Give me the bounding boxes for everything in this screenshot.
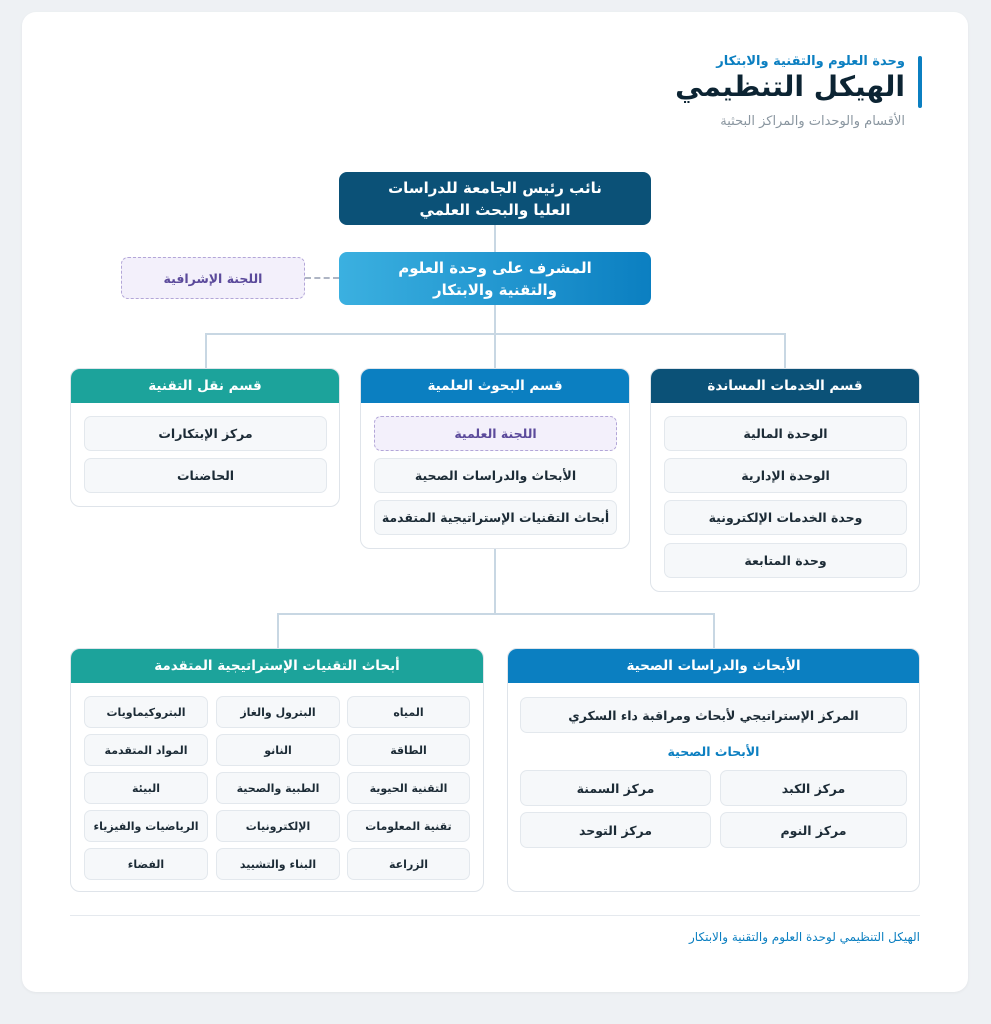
tech-label: المياه — [393, 705, 424, 719]
connector — [205, 333, 207, 369]
connector — [713, 613, 715, 649]
tech-item — [216, 810, 340, 842]
center-item — [720, 770, 907, 806]
dept-title: قسم الخدمات المساندة — [707, 378, 863, 394]
supervisory-committee-label: اللجنة الإشرافية — [163, 270, 263, 286]
dept-title: قسم البحوث العلمية — [427, 378, 563, 394]
tech-label: الزراعة — [388, 857, 429, 871]
tech-label: البتروكيماويات — [106, 705, 186, 719]
unit-item — [664, 543, 907, 578]
tech-item — [347, 810, 470, 842]
tech-label: التقنية الحيوية — [369, 781, 448, 795]
tech-item — [84, 734, 208, 766]
connector — [277, 613, 279, 649]
dept-technology-transfer-header — [71, 369, 339, 403]
tech-label: البيئة — [131, 781, 161, 795]
tech-label: الفضاء — [127, 857, 165, 871]
tech-label: الطبية والصحية — [236, 781, 320, 795]
connector — [494, 548, 496, 614]
center-label: مركز السمنة — [576, 780, 655, 796]
center-item — [520, 812, 711, 848]
dept-title: قسم نقل التقنية — [148, 378, 262, 394]
center-item — [720, 812, 907, 848]
unit-label: اللجنة العلمية — [454, 426, 537, 441]
tech-label: الطاقة — [390, 743, 427, 757]
connector — [494, 333, 496, 369]
header-accent-bar — [918, 56, 922, 108]
unit-label: الوحدة المالية — [743, 426, 828, 441]
supervisory-committee — [121, 257, 305, 299]
strategic-center-item — [520, 697, 907, 733]
tech-item — [84, 848, 208, 880]
connector — [277, 613, 715, 615]
unit-item — [84, 458, 327, 493]
tech-item — [84, 772, 208, 804]
center-label: المركز الإستراتيجي لأبحاث ومراقبة داء السكري — [568, 707, 859, 723]
connector — [494, 304, 496, 334]
health-sub-label: الأبحاث الصحية — [667, 744, 760, 759]
section-title: أبحاث التقنيات الإستراتيجية المتقدمة — [154, 658, 400, 674]
tech-label: البترول والغاز — [240, 705, 316, 719]
tech-label: الرياضيات والفيزياء — [93, 819, 199, 833]
section-title: الأبحاث والدراسات الصحية — [626, 658, 801, 674]
footer-divider — [70, 915, 920, 916]
dept-support-services-header — [651, 369, 919, 403]
tech-label: تقنية المعلومات — [365, 819, 452, 833]
tech-item — [84, 696, 208, 728]
tech-label: البناء والتشييد — [239, 857, 317, 871]
unit-label: الأبحاث والدراسات الصحية — [414, 468, 577, 483]
health-research-header — [508, 649, 919, 683]
tech-item — [216, 696, 340, 728]
tech-item — [84, 810, 208, 842]
tech-item — [216, 848, 340, 880]
center-item — [520, 770, 711, 806]
unit-item — [664, 458, 907, 493]
unit-label: أبحاث التقنيات الإستراتيجية المتقدمة — [381, 510, 610, 525]
tech-label: النانو — [264, 743, 292, 757]
tech-label: المواد المتقدمة — [104, 743, 188, 757]
unit-label: الحاضنات — [176, 468, 235, 483]
center-label: مركز التوحد — [578, 822, 653, 838]
tech-item — [347, 848, 470, 880]
header-description: الأقسام والوحدات والمراكز البحثية — [720, 114, 905, 129]
footer-caption: الهيكل التنظيمي لوحدة العلوم والتقنية والابتكار — [689, 930, 920, 944]
connector — [494, 225, 496, 252]
header-subtitle: وحدة العلوم والتقنية والابتكار — [716, 54, 905, 69]
unit-item — [374, 458, 617, 493]
center-label: مركز الكبد — [781, 780, 846, 796]
vp-box — [339, 172, 651, 225]
unit-item — [664, 416, 907, 451]
connector — [784, 333, 786, 369]
tech-item — [347, 696, 470, 728]
vp-label: نائب رئيس الجامعة للدراسات العليا والبحث العلمي — [388, 178, 602, 219]
unit-label: الوحدة الإدارية — [741, 468, 830, 483]
unit-label: وحدة الخدمات الإلكترونية — [708, 510, 863, 525]
tech-item — [216, 772, 340, 804]
advanced-tech-header — [71, 649, 483, 683]
page-title: الهيكل التنظيمي — [675, 70, 905, 103]
unit-label: مركز الإبتكارات — [158, 426, 253, 441]
scientific-committee — [374, 416, 617, 451]
unit-item — [84, 416, 327, 451]
supervisor-box — [339, 252, 651, 305]
dept-scientific-research-header — [361, 369, 629, 403]
supervisor-label: المشرف على وحدة العلوم والتقنية والابتكار — [398, 258, 592, 299]
unit-label: وحدة المتابعة — [744, 553, 827, 568]
dashed-connector — [305, 277, 339, 279]
unit-item — [664, 500, 907, 535]
tech-item — [347, 772, 470, 804]
center-label: مركز النوم — [780, 822, 847, 838]
unit-item — [374, 500, 617, 535]
tech-item — [347, 734, 470, 766]
tech-label: الإلكترونيات — [245, 819, 311, 833]
tech-item — [216, 734, 340, 766]
